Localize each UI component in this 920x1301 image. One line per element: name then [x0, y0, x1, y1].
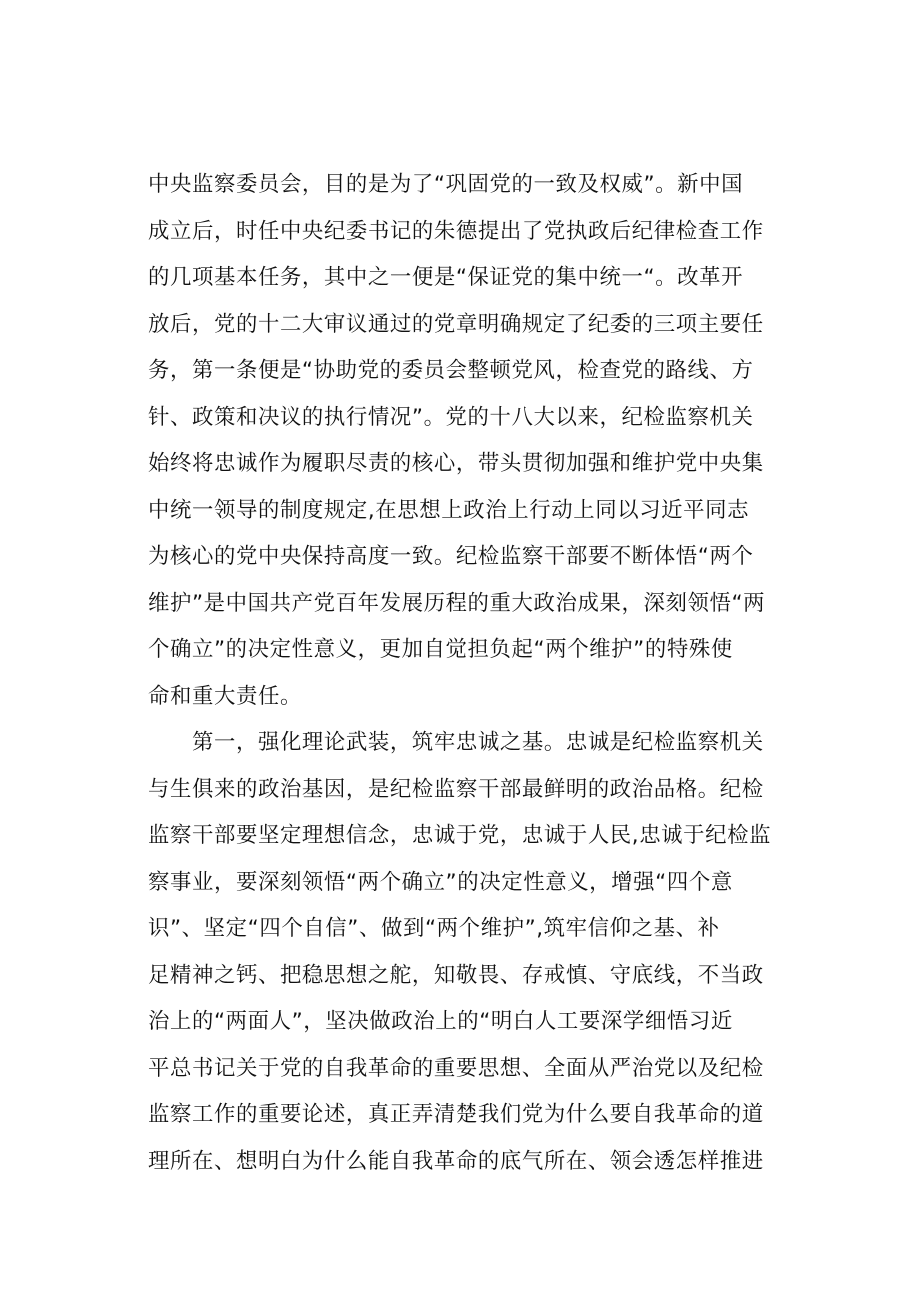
text-line: 第一，强化理论武装，筑牢忠诚之基。忠诚是纪检监察机关	[148, 730, 764, 755]
document-body	[148, 162, 808, 1185]
text-line: 个确立”的决定性意义，更加自觉担负起“两个维护”的特殊使	[148, 637, 733, 662]
text-line: 中统一领导的制度规定,在思想上政治上行动上同以习近平同志	[148, 497, 750, 523]
text-line: 为核心的党中央保持高度一致。纪检监察干部要不断体悟“两个	[148, 544, 754, 569]
text-line: 足精神之钙、把稳思想之舵，知敬畏、存戒慎、守底线，不当政	[148, 962, 764, 988]
text-line: 针、政策和决议的执行情况”。党的十八大以来，纪检监察机关	[148, 404, 754, 430]
text-line: 监察干部要坚定理想信念，忠诚于党，忠诚于人民,忠诚于纪检监	[148, 823, 772, 848]
text-line: 平总书记关于党的自我革命的重要思想、全面从严治党以及纪检	[148, 1055, 764, 1081]
text-line: 与生俱来的政治基因，是纪检监察干部最鲜明的政治品格。纪检	[148, 776, 764, 802]
text-line: 治上的“两面人”，坚决做政治上的“明白人工要深学细悟习近	[148, 1009, 733, 1034]
text-line: 识”、坚定“四个自信”、做到“两个维护”,筑牢信仰之基、补	[148, 916, 720, 941]
text-line: 放后，党的十二大审议通过的党章明确规定了纪委的三项主要任	[148, 311, 764, 337]
text-line: 监察工作的重要论述，真正弄清楚我们党为什么要自我革命的道	[148, 1102, 764, 1127]
text-line: 察事业，要深刻领悟“两个确立”的决定性意义，增强“四个意	[148, 869, 733, 895]
text-line: 中央监察委员会，目的是为了“巩固党的一致及权威”。新中国	[148, 172, 744, 197]
text-line: 维护”是中国共产党百年发展历程的重大政治成果，深刻领悟“两	[148, 590, 766, 616]
text-line: 命和重大责任。	[148, 683, 302, 709]
text-line: 理所在、想明白为什么能自我革命的底气所在、领会透怎样推进	[148, 1148, 764, 1174]
text-line: 成立后，时任中央纪委书记的朱德提出了党执政后纪律检查工作	[148, 218, 764, 244]
text-line: 始终将忠诚作为履职尽责的核心，带头贯彻加强和维护党中央集	[148, 451, 764, 476]
text-line: 务，第一条便是“协助党的委员会整顿党风，检查党的路线、方	[148, 358, 754, 383]
text-line: 的几项基本任务，其中之一便是“保证党的集中统一“。改革开	[148, 265, 744, 290]
